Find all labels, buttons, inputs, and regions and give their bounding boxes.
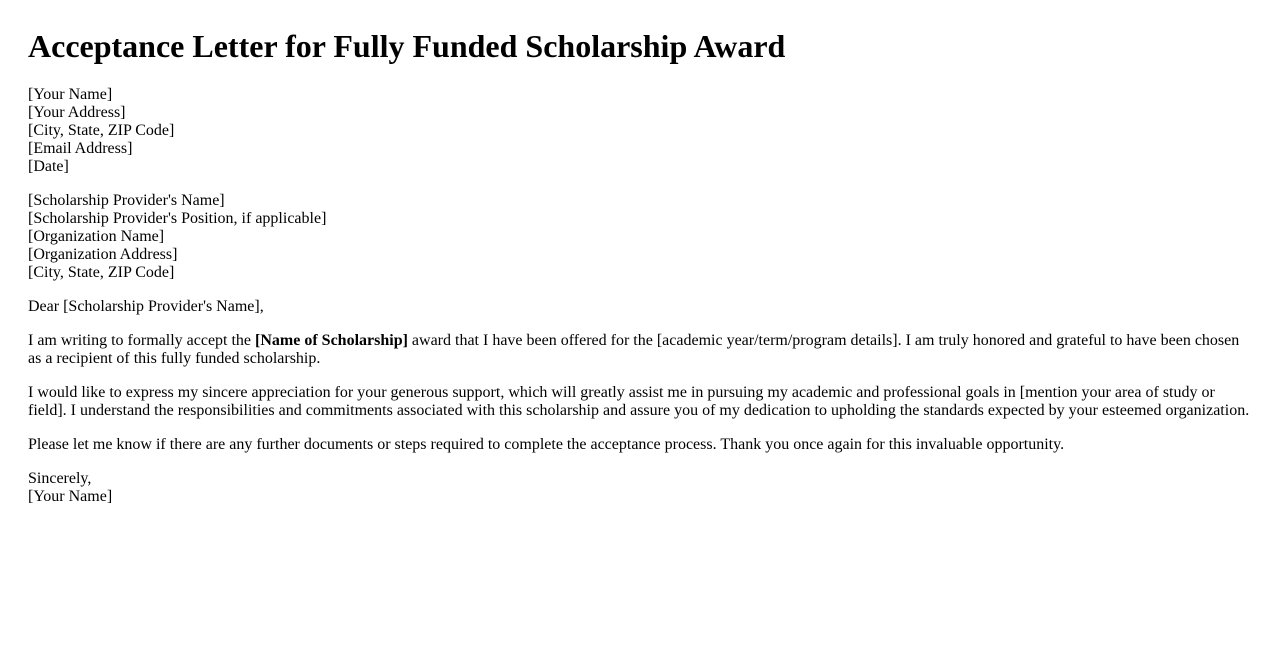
closing: Sincerely, — [28, 470, 92, 487]
signature-block — [28, 470, 1250, 506]
sender-address: [Your Address] — [28, 104, 126, 121]
signature-name: [Your Name] — [28, 488, 113, 505]
scholarship-name: [Name of Scholarship] — [255, 332, 408, 349]
recipient-city-state-zip: [City, State, ZIP Code] — [28, 264, 175, 281]
letter-date: [Date] — [28, 158, 69, 175]
paragraph-text: I am writing to formally accept the — [28, 332, 256, 349]
sender-city-state-zip: [City, State, ZIP Code] — [28, 122, 175, 139]
body-paragraph-next-steps: Please let me know if there are any further documents or steps required to complete the acceptance process. Thank you once again for this invaluable opportunity. — [28, 436, 1065, 453]
recipient-address-block — [28, 192, 1250, 282]
body-paragraph-acceptance — [28, 332, 1250, 368]
sender-name: [Your Name] — [28, 86, 113, 103]
paragraph-text: award that I have been offered for the [academic year/term/program details]. I am truly honored and grateful to have been chosen as a recipient of this fully funded scholarship. — [28, 332, 1240, 367]
organization-name: [Organization Name] — [28, 228, 165, 245]
sender-address-block — [28, 86, 1250, 176]
sender-email: [Email Address] — [28, 140, 133, 157]
recipient-position: [Scholarship Provider's Position, if applicable] — [28, 210, 327, 227]
body-paragraph-appreciation: I would like to express my sincere appreciation for your generous support, which will greatly assist me in pursuing my academic and professional goals in [mention your area of study or field]. I understand the responsibilities and commitments associated with this scholarship and assure you of my dedication to upholding the standards expected by your esteemed organization. — [28, 384, 1250, 419]
organization-address: [Organization Address] — [28, 246, 178, 263]
page-title: Acceptance Letter for Fully Funded Scholarship Award — [28, 28, 786, 64]
salutation: Dear [Scholarship Provider's Name], — [28, 298, 264, 315]
recipient-name: [Scholarship Provider's Name] — [28, 192, 225, 209]
